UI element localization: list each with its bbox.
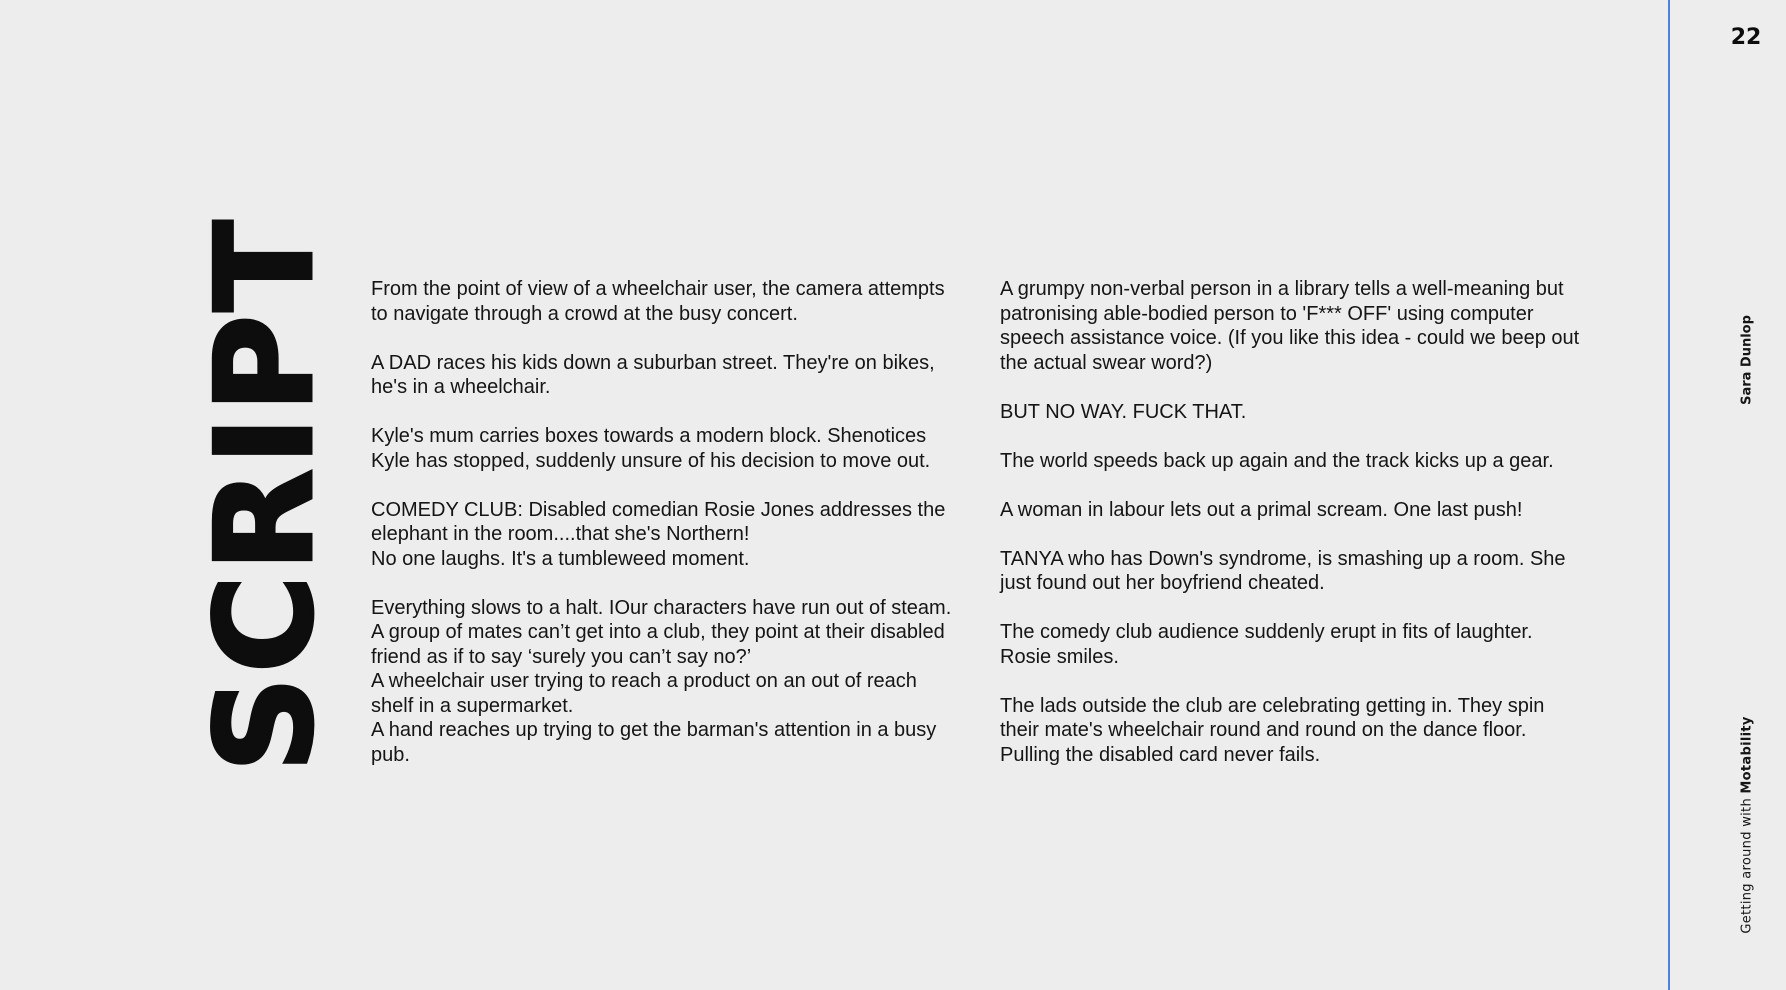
script-paragraph xyxy=(371,277,986,326)
author-name: Sara Dunlop xyxy=(1739,315,1755,405)
section-title: SCRIPT xyxy=(187,217,343,773)
script-line: their mate's wheelchair round and round on the dance floor. xyxy=(1000,719,1527,741)
script-paragraph xyxy=(1000,400,1625,425)
script-line: he's in a wheelchair. xyxy=(371,376,551,398)
script-line: The lads outside the club are celebrating getting in. They spin xyxy=(1000,694,1545,717)
script-line: Kyle has stopped, suddenly unsure of his decision to move out. xyxy=(371,449,931,472)
script-line: Everything slows to a halt. IOur characters have run out of steam. xyxy=(371,596,952,619)
script-line: speech assistance voice. (If you like this idea - could we beep out xyxy=(1000,327,1580,349)
script-line: shelf in a supermarket. xyxy=(371,694,574,717)
footer-brand: Motability xyxy=(1739,716,1755,794)
script-paragraph xyxy=(371,596,986,768)
script-paragraph xyxy=(371,424,986,473)
script-line: A group of mates can’t get into a club, they point at their disabled xyxy=(371,621,945,643)
script-paragraph xyxy=(1000,449,1625,474)
section-title-container xyxy=(187,217,343,773)
script-line: The world speeds back up again and the track kicks up a gear. xyxy=(1000,449,1554,472)
page-number: 22 xyxy=(1730,25,1762,50)
script-line: No one laughs. It's a tumbleweed moment. xyxy=(371,547,750,570)
document-footer xyxy=(1740,716,1755,933)
script-paragraph xyxy=(1000,277,1625,375)
script-paragraph xyxy=(1000,620,1625,669)
script-line: A hand reaches up trying to get the barman's attention in a busy xyxy=(371,719,937,741)
script-line: the actual swear word?) xyxy=(1000,351,1213,374)
script-line: patronising able-bodied person to 'F*** OFF' using computer xyxy=(1000,302,1534,325)
margin-divider xyxy=(1668,0,1670,990)
script-paragraph xyxy=(371,498,986,572)
script-line: elephant in the room....that she's Northern! xyxy=(371,523,750,545)
script-line: TANYA who has Down's syndrome, is smashing up a room. She xyxy=(1000,547,1566,570)
script-column-left xyxy=(371,277,986,767)
script-line: The comedy club audience suddenly erupt in fits of laughter. xyxy=(1000,621,1533,643)
script-line: to navigate through a crowd at the busy concert. xyxy=(371,302,798,325)
script-paragraph xyxy=(1000,498,1625,523)
script-line: COMEDY CLUB: Disabled comedian Rosie Jones addresses the xyxy=(371,498,946,521)
script-line: A woman in labour lets out a primal scream. One last push! xyxy=(1000,498,1523,521)
script-line: From the point of view of a wheelchair user, the camera attempts xyxy=(371,278,945,300)
script-line: Rosie smiles. xyxy=(1000,645,1119,668)
script-paragraph xyxy=(371,351,986,400)
script-line: BUT NO WAY. FUCK THAT. xyxy=(1000,400,1247,423)
footer-prefix: Getting around with xyxy=(1739,793,1755,934)
script-line: just found out her boyfriend cheated. xyxy=(1000,572,1325,594)
script-line: Pulling the disabled card never fails. xyxy=(1000,743,1321,766)
script-line: pub. xyxy=(371,743,410,766)
script-paragraph xyxy=(1000,694,1625,768)
script-line: friend as if to say ‘surely you can’t say no?’ xyxy=(371,645,752,668)
script-line: A wheelchair user trying to reach a product on an out of reach xyxy=(371,670,917,692)
script-column-right xyxy=(1000,277,1625,767)
script-line: Kyle's mum carries boxes towards a modern block. Shenotices xyxy=(371,425,927,447)
script-paragraph xyxy=(1000,547,1625,596)
script-line: A grumpy non-verbal person in a library tells a well-meaning but xyxy=(1000,278,1564,300)
script-line: A DAD races his kids down a suburban street. They're on bikes, xyxy=(371,351,935,374)
